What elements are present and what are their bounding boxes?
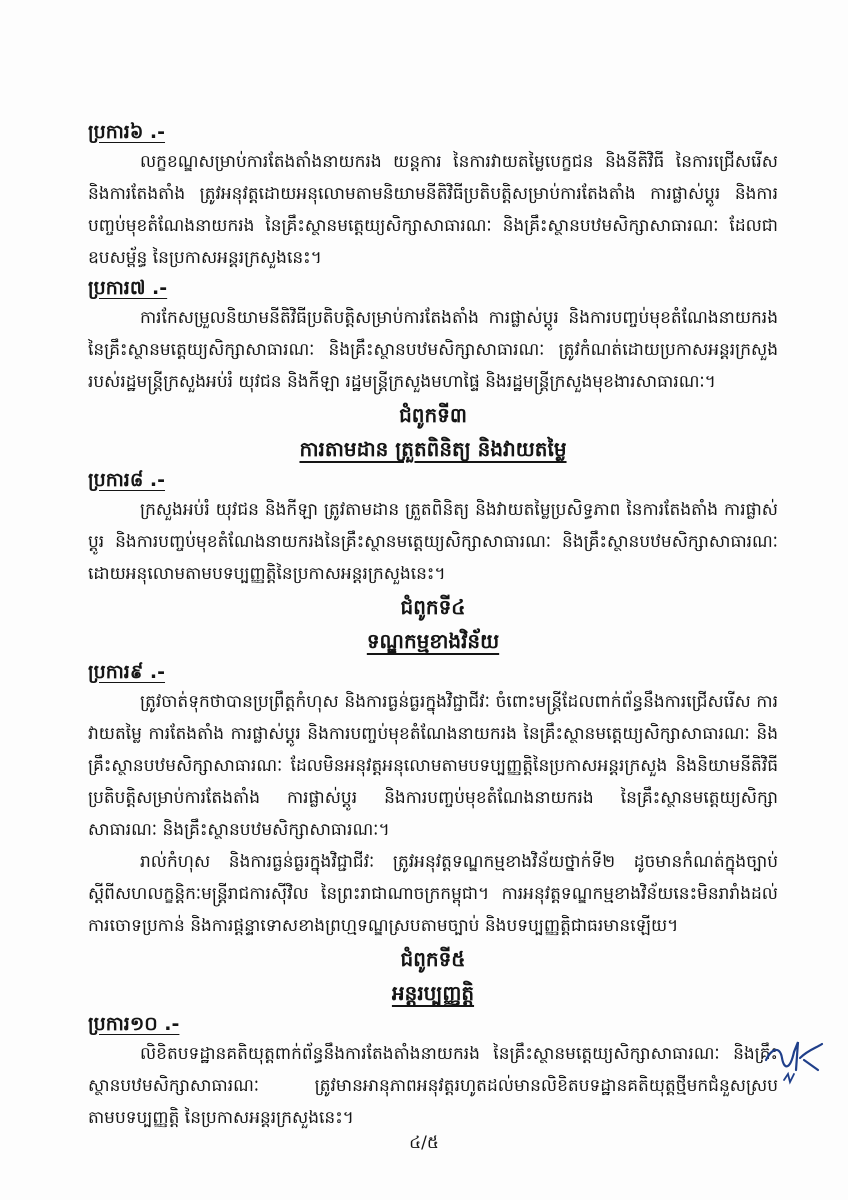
article-8-heading: ប្រការ៨ .- bbox=[88, 469, 166, 491]
page-number: ៤/៥ bbox=[409, 1133, 439, 1153]
handwritten-initials bbox=[760, 1030, 830, 1090]
chapter-4-number: ជំពូកទី៤ bbox=[400, 595, 466, 619]
article-9-text-1: ត្រូវចាត់ទុកថាបានប្រព្រឹត្តកំហុស និងការធ្ងន់ធ្ងរក្នុងវិជ្ជាជីវៈ ចំពោះមន្ត្រីដែលពាក់ព័ន្ធនឹងការជ្រើសរើស ការវាយតម្លៃ ការតែងតាំង ការផ្លាស់ប្តូរ និងការបញ្ចប់មុខតំណែងនាយករង នៃគ្រឹះស្ថានមត្តេយ្យសិក្សាសាធារណៈ និងគ្រឹះស្ថានបឋមសិក្សាសាធារណៈ ដែលមិនអនុវត្តអនុលោមតាមបទប្បញ្ញត្តិនៃប្រកាសអន្តរក្រសួង និងនិយាមនីតិវិធីប្រតិបត្តិសម្រាប់ការតែងតាំង ការផ្លាស់ប្តូរ និងការបញ្ចប់មុខតំណែងនាយករង នៃគ្រឹះស្ថានមត្តេយ្យសិក្សាសាធារណៈ និងគ្រឹះស្ថានបឋមសិក្សាសាធារណៈ។ bbox=[88, 692, 778, 840]
article-10-heading: ប្រការ១០ .- bbox=[88, 1013, 180, 1035]
article-9-text-2: រាល់កំហុស និងការធ្ងន់ធ្ងរក្នុងវិជ្ជាជីវៈ ត្រូវអនុវត្តទណ្ឌកម្មខាងវិន័យថ្នាក់ទី២ ដូចមានកំណត់ក្នុងច្បាប់ស្តីពីសហលក្ខន្តិកៈមន្ត្រីរាជការស៊ីវិល នៃព្រះរាជាណាចក្រកម្ពុជា។ ការអនុវត្តទណ្ឌកម្មខាងវិន័យនេះមិនរារាំងដល់ការចោទប្រកាន់ និងការផ្តន្ទាទោសខាងព្រហ្មទណ្ឌស្របតាមច្បាប់ និងបទប្បញ្ញត្តិជាធរមានឡើយ។ bbox=[88, 852, 778, 936]
article-6-text: លក្ខខណ្ឌសម្រាប់ការតែងតាំងនាយករង យន្តការ នៃការវាយតម្លៃបេក្ខជន និងនីតិវិធី នៃការជ្រើសរើស និងការតែងតាំង ត្រូវអនុវត្តដោយអនុលោមតាមនិយាមនីតិវិធីប្រតិបត្តិសម្រាប់ការតែងតាំង ការផ្លាស់ប្តូរ និងការបញ្ចប់មុខតំណែងនាយករង នៃគ្រឹះស្ថានមត្តេយ្យសិក្សាសាធារណៈ និងគ្រឹះស្ថានបឋមសិក្សាសាធារណៈ ដែលជាឧបសម្ព័ន្ធ នៃប្រកាសអន្តរក្រសួងនេះ។ bbox=[88, 152, 778, 268]
article-9-heading: ប្រការ៩ .- bbox=[88, 661, 166, 683]
chapter-5-title: អន្តរប្បញ្ញត្តិ bbox=[391, 981, 475, 1005]
chapter-4-title: ទណ្ឌកម្មខាងវិន័យ bbox=[366, 629, 500, 653]
chapter-3-title: ការតាមដាន ត្រួតពិនិត្យ និងវាយតម្លៃ bbox=[299, 437, 567, 461]
document-body bbox=[88, 118, 778, 1134]
article-7-text: ការកែសម្រួលនិយាមនីតិវិធីប្រតិបត្តិសម្រាប់ការតែងតាំង ការផ្លាស់ប្តូរ និងការបញ្ចប់មុខតំណែងនាយករង នៃគ្រឹះស្ថានមត្តេយ្យសិក្សាសាធារណៈ និងគ្រឹះស្ថានបឋមសិក្សាសាធារណៈ ត្រូវកំណត់ដោយប្រកាសអន្តរក្រសួងរបស់រដ្ឋមន្ត្រីក្រសួងអប់រំ យុវជន និងកីឡា រដ្ឋមន្ត្រីក្រសួងមហាផ្ទៃ និងរដ្ឋមន្ត្រីក្រសួងមុខងារសាធារណៈ។ bbox=[88, 308, 778, 392]
article-7-heading: ប្រការ៧ .- bbox=[88, 277, 168, 299]
article-8-text: ក្រសួងអប់រំ យុវជន និងកីឡា ត្រូវតាមដាន ត្រួតពិនិត្យ និងវាយតម្លៃប្រសិទ្ធភាព នៃការតែងតាំង ការផ្លាស់ប្តូរ និងការបញ្ចប់មុខតំណែងនាយករងនៃគ្រឹះស្ថានមត្តេយ្យសិក្សាសាធារណៈ និងគ្រឹះស្ថានបឋមសិក្សាសាធារណៈ ដោយអនុលោមតាមបទប្បញ្ញត្តិនៃប្រកាសអន្តរក្រសួងនេះ។ bbox=[88, 500, 778, 584]
article-10-text: លិខិតបទដ្ឋានគតិយុត្តពាក់ព័ន្ធនឹងការតែងតាំងនាយករង នៃគ្រឹះស្ថានមត្តេយ្យសិក្សាសាធារណៈ និងគ្រឹះស្ថានបឋមសិក្សាសាធារណៈ ត្រូវមានអានុភាពអនុវត្តរហូតដល់មានលិខិតបទដ្ឋានគតិយុត្តថ្មីមកជំនួសស្របតាមបទប្បញ្ញត្តិ នៃប្រកាសអន្តរក្រសួងនេះ។ bbox=[88, 1044, 778, 1128]
article-6-heading: ប្រការ៦ .- bbox=[88, 121, 166, 143]
chapter-3-number: ជំពូកទី៣ bbox=[399, 403, 467, 427]
chapter-5-number: ជំពូកទី៥ bbox=[400, 947, 466, 971]
